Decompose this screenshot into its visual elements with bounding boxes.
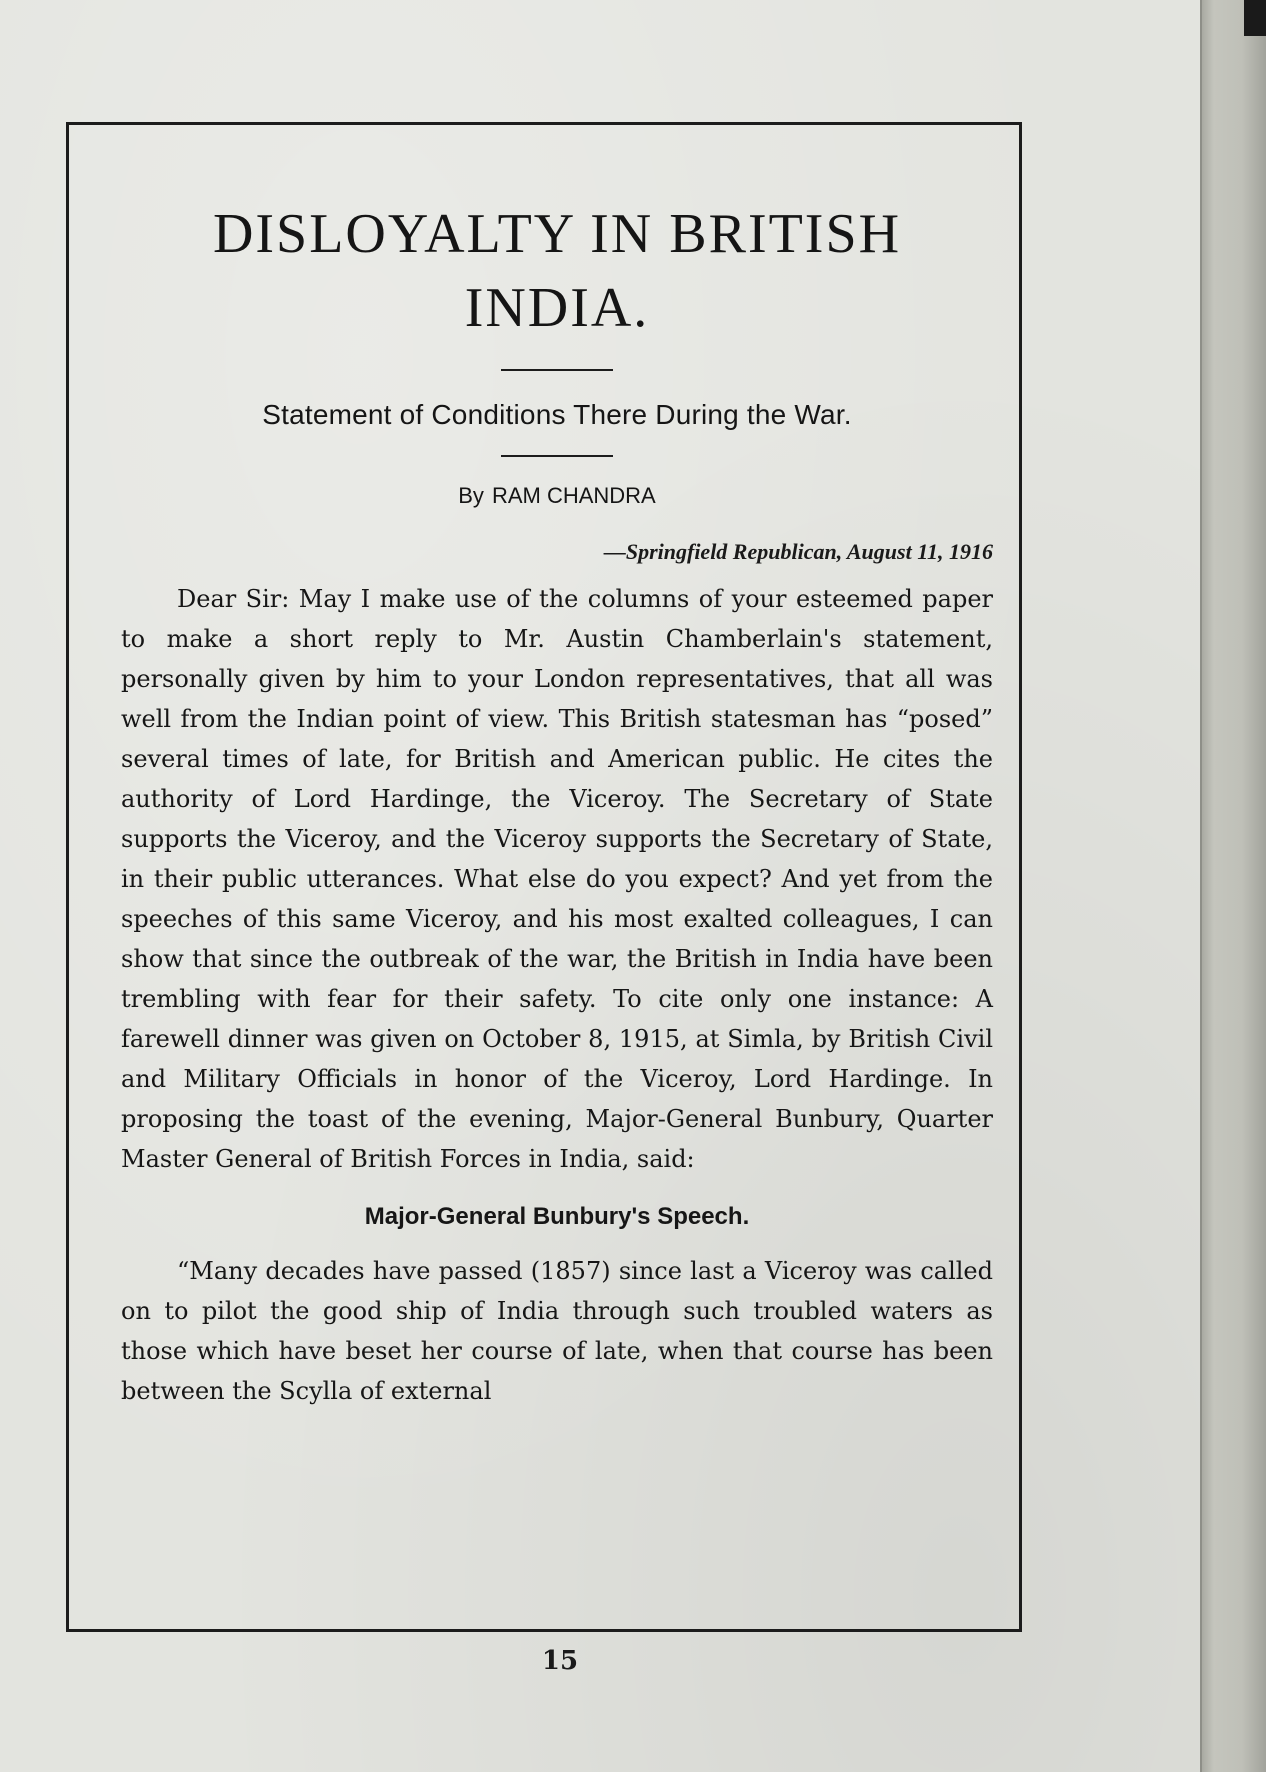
article-body xyxy=(121,197,993,1411)
byline-prefix: By xyxy=(458,483,484,508)
page-number: 15 xyxy=(541,1646,579,1676)
source-citation: —Springfield Republican, August 11, 1916 xyxy=(603,539,993,564)
page-edge xyxy=(1200,0,1266,1772)
corner-shadow xyxy=(1244,0,1266,36)
paragraph-letter: Dear Sir: May I make use of the columns of your esteemed paper to make a short reply to Mr. Austin Chamberlain's statement, personally given by him to your London representatives, that all was well from the Indian point of view. This British statesman has “posed” several times of late, for British and American public. He cites the authority of Lord Hardinge, the Viceroy. The Secretary of State supports the Viceroy, and the Viceroy supports the Secretary of State, in their public utterances. What else do you expect? And yet from the speeches of this same Viceroy, and his most exalted colleagues, I can show that since the outbreak of the war, the British in India have been trembling with fear for their safety. To cite only one instance: A farewell dinner was given on October 8, 1915, at Simla, by British Civil and Military Officials in honor of the Viceroy, Lord Hardinge. In proposing the toast of the evening, Major-General Bunbury, Quarter Master General of British Forces in India, said: xyxy=(121,585,993,1173)
byline xyxy=(121,483,993,509)
article-title: DISLOYALTY IN BRITISH INDIA. xyxy=(212,203,902,339)
article-subtitle: Statement of Conditions There During the War. xyxy=(262,399,852,430)
section-heading: Major-General Bunbury's Speech. xyxy=(364,1203,750,1230)
paragraph-speech: “Many decades have passed (1857) since last a Viceroy was called on to pilot the good ship of India through such troubled waters as those which have beset her course of late, when that course has been between the Scylla of external xyxy=(121,1257,993,1405)
subtitle-rule xyxy=(501,455,613,457)
title-rule xyxy=(501,369,613,371)
article-frame xyxy=(66,122,1022,1632)
author-name: RAM CHANDRA xyxy=(491,483,656,508)
